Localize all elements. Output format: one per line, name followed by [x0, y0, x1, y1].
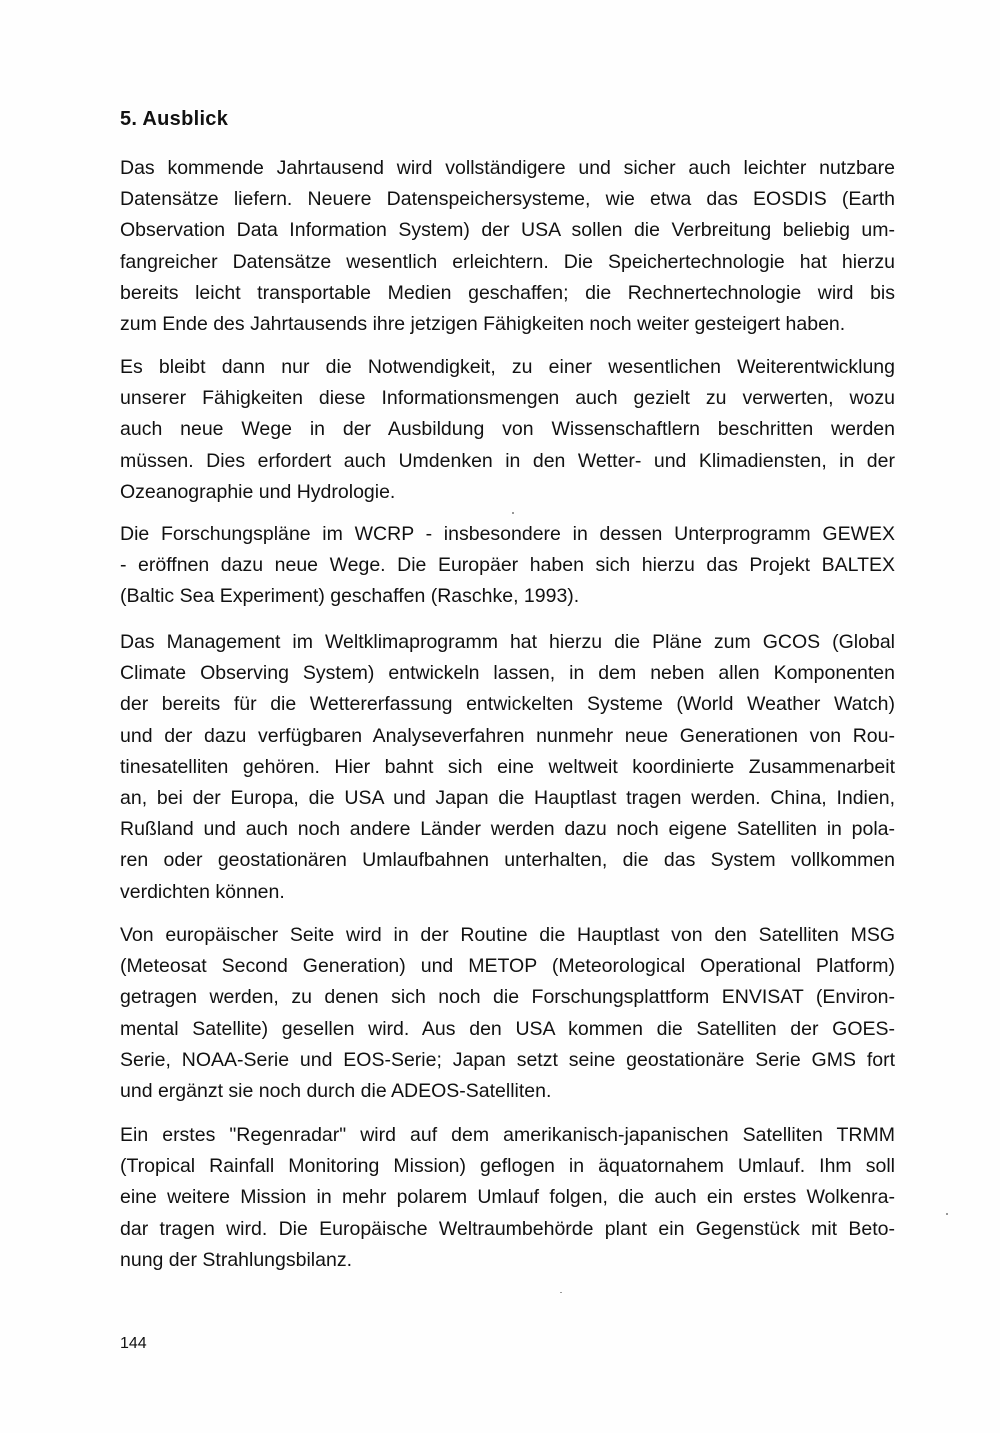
paragraph-line: (Meteosat Second Generation) und METOP (Meteorological Operational Platform) [120, 955, 895, 978]
paragraph-line: Rußland und auch noch andere Länder werden dazu noch eigene Satelliten in pola- [120, 818, 895, 841]
paragraph-5 [120, 920, 895, 1107]
page-number: 144 [120, 1335, 147, 1352]
paragraph-line: unserer Fähigkeiten diese Informationsmengen auch gezielt zu verwerten, wozu [120, 387, 895, 410]
paragraph-line: und der dazu verfügbaren Analyseverfahren nunmehr neue Generationen von Rou- [120, 724, 895, 747]
paragraph-line: zum Ende des Jahrtausends ihre jetzigen Fähigkeiten noch weiter gesteigert haben. [120, 313, 846, 336]
paragraph-line: an, bei der Europa, die USA und Japan die Hauptlast tragen werden. China, Indien, [120, 787, 895, 810]
paragraph-line: Climate Observing System) entwickeln lassen, in dem neben allen Komponenten [120, 662, 895, 685]
paragraph-line: Die Forschungspläne im WCRP - insbesondere in dessen Unterprogramm GEWEX [120, 523, 895, 545]
scan-speck [560, 1292, 562, 1293]
paragraph-line: auch neue Wege in der Ausbildung von Wissenschaftlern beschritten werden [120, 418, 895, 441]
paragraph-line: Von europäischer Seite wird in der Routine die Hauptlast von den Satelliten MSG [120, 924, 895, 946]
paragraph-line: Ein erstes "Regenradar" wird auf dem amerikanisch-japanischen Satelliten TRMM [120, 1124, 895, 1146]
paragraph-line: Das Management im Weltklimaprogramm hat hierzu die Pläne zum GCOS (Global [120, 631, 895, 653]
paragraph-line: der bereits für die Wettererfassung entwickelten Systeme (World Weather Watch) [120, 693, 895, 716]
paragraph-line: nung der Strahlungsbilanz. [120, 1248, 352, 1271]
paragraph-line: mental Satellite) gesellen wird. Aus den USA kommen die Satelliten der GOES- [120, 1017, 895, 1040]
paragraph-line: dar tragen wird. Die Europäische Weltraumbehörde plant ein Gegenstück mit Beto- [120, 1217, 895, 1240]
paragraph-line: Observation Data Information System) der USA sollen die Verbreitung beliebig um- [120, 219, 895, 242]
paragraph-line: müssen. Dies erfordert auch Umdenken in den Wetter- und Klimadiensten, in der [120, 449, 895, 472]
paragraph-line: Datensätze liefern. Neuere Datenspeichersysteme, wie etwa das EOSDIS (Earth [120, 188, 895, 211]
paragraph-line: und ergänzt sie noch durch die ADEOS-Satelliten. [120, 1080, 552, 1103]
paragraph-line: fangreicher Datensätze wesentlich erleichtern. Die Speichertechnologie hat hierzu [120, 250, 895, 273]
paragraph-line: (Tropical Rainfall Monitoring Mission) geflogen in äquatornahem Umlauf. Ihm soll [120, 1155, 895, 1178]
paragraph-6 [120, 1120, 895, 1276]
section-heading: 5. Ausblick [120, 108, 229, 130]
paragraph-3 [120, 519, 895, 613]
paragraph-line: Ozeanographie und Hydrologie. [120, 480, 396, 503]
paragraph-line: ren oder geostationären Umlaufbahnen unterhalten, die das System vollkommen [120, 849, 895, 872]
paragraph-line: bereits leicht transportable Medien geschaffen; die Rechnertechnologie wird bis [120, 281, 895, 304]
scan-speck [946, 1213, 948, 1215]
paragraph-line: Serie, NOAA-Serie und EOS-Serie; Japan setzt seine geostationäre Serie GMS fort [120, 1048, 895, 1071]
paragraph-line: - eröffnen dazu neue Wege. Die Europäer haben sich hierzu das Projekt BALTEX [120, 554, 895, 577]
paragraph-2 [120, 352, 895, 508]
paragraph-line: eine weitere Mission in mehr polarem Umlauf folgen, die auch ein erstes Wolkenra- [120, 1186, 895, 1209]
paragraph-line: Das kommende Jahrtausend wird vollständigere und sicher auch leichter nutzbare [120, 157, 895, 179]
paragraph-line: verdichten können. [120, 880, 285, 903]
paragraph-line: (Baltic Sea Experiment) geschaffen (Raschke, 1993). [120, 585, 580, 608]
paragraph-line: tinesatelliten gehören. Hier bahnt sich eine weltweit koordinierte Zusammenarbeit [120, 755, 895, 778]
scan-speck [512, 512, 514, 514]
paragraph-line: Es bleibt dann nur die Notwendigkeit, zu einer wesentlichen Weiterentwicklung [120, 356, 895, 378]
paragraph-line: getragen werden, zu denen sich noch die Forschungsplattform ENVISAT (Environ- [120, 986, 895, 1009]
paragraph-1 [120, 153, 895, 340]
paragraph-4 [120, 627, 895, 908]
